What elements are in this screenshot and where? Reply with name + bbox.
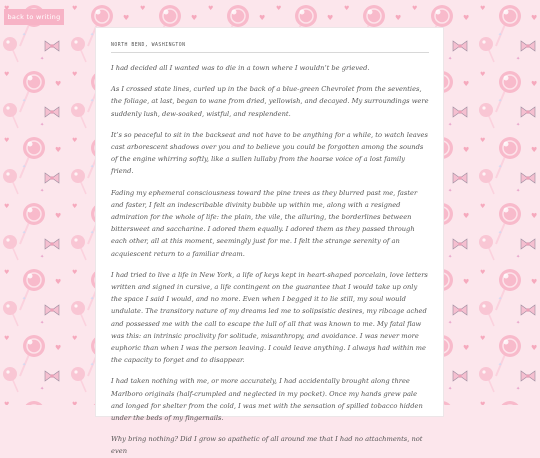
story-location: NORTH BEND, WASHINGTON [111,43,186,48]
story-paragraph: It’s so peaceful to sit in the backseat and not have to be anything for a while, to watch leaves cast arborescent shadows over you and to believe you could be forgotten among the sounds of the engine whirring softly, like a sullen lullaby from the hoarse voice of a lost family friend. [111,130,428,176]
divider [111,52,429,53]
story-paragraph: Fading my ephemeral consciousness toward the pine trees as they blurred past me, faster and faster, I felt an indescribable divinity bubble up within me, along with a resigned admiration for the whole of life: the plain, the vile, the alluring, the borderlines between bittersweet and saccharine. I adored them equally. I adored them as they passed through each other, all at this moment, seemingly just for me. I felt the strange serenity of an acquiescent return to a familiar dream. [111,188,418,258]
story-paragraph: I had decided all I wanted was to die in a town where I wouldn’t be grieved. [111,64,370,72]
story-card [95,27,444,456]
story-paragraph: Why bring nothing? Did I grow so apathetic of all around me that I had no attachments, not even [111,435,423,456]
story-paragraph: I had taken nothing with me, or more accurately, I had accidentally brought along three Marlboro originals (half-crumpled and neglected in my pocket). Once my hands grew pale and longed for shelter from the cold, I was met with the sensation of spilled tobacco hidden under the beds of my fingernails. [111,377,423,423]
story-paragraph: As I crossed state lines, curled up in the back of a blue-green Chevrolet from the seventies, the foliage, at last, began to wane from dried, yellowish, and decayed. My surroundings were suddenly lush, dew-soaked, wistful, and resplendent. [111,85,429,118]
story-body [111,62,429,458]
back-to-writing-button[interactable]: back to writing [4,9,64,25]
story-paragraph: I had tried to live a life in New York, a life of keys kept in heart-shaped porcelain, love letters written and signed in cursive, a life contingent on the guarantee that I would take up only the space I said I would, and no more. Even when I begged it to lie still, my soul would undulate. The transitory nature of my dreams led me to solipsistic desires, my ribcage ached and possessed me with the call to escape the lull of all that was known to me. My fatal flaw was this: an intrinsic proclivity for solitude, misanthropy, and avoidance. I was never more euphoric than when I was the person leaving. I could leave anything. I always had within me the capacity to forget and to disappear. [111,270,428,365]
